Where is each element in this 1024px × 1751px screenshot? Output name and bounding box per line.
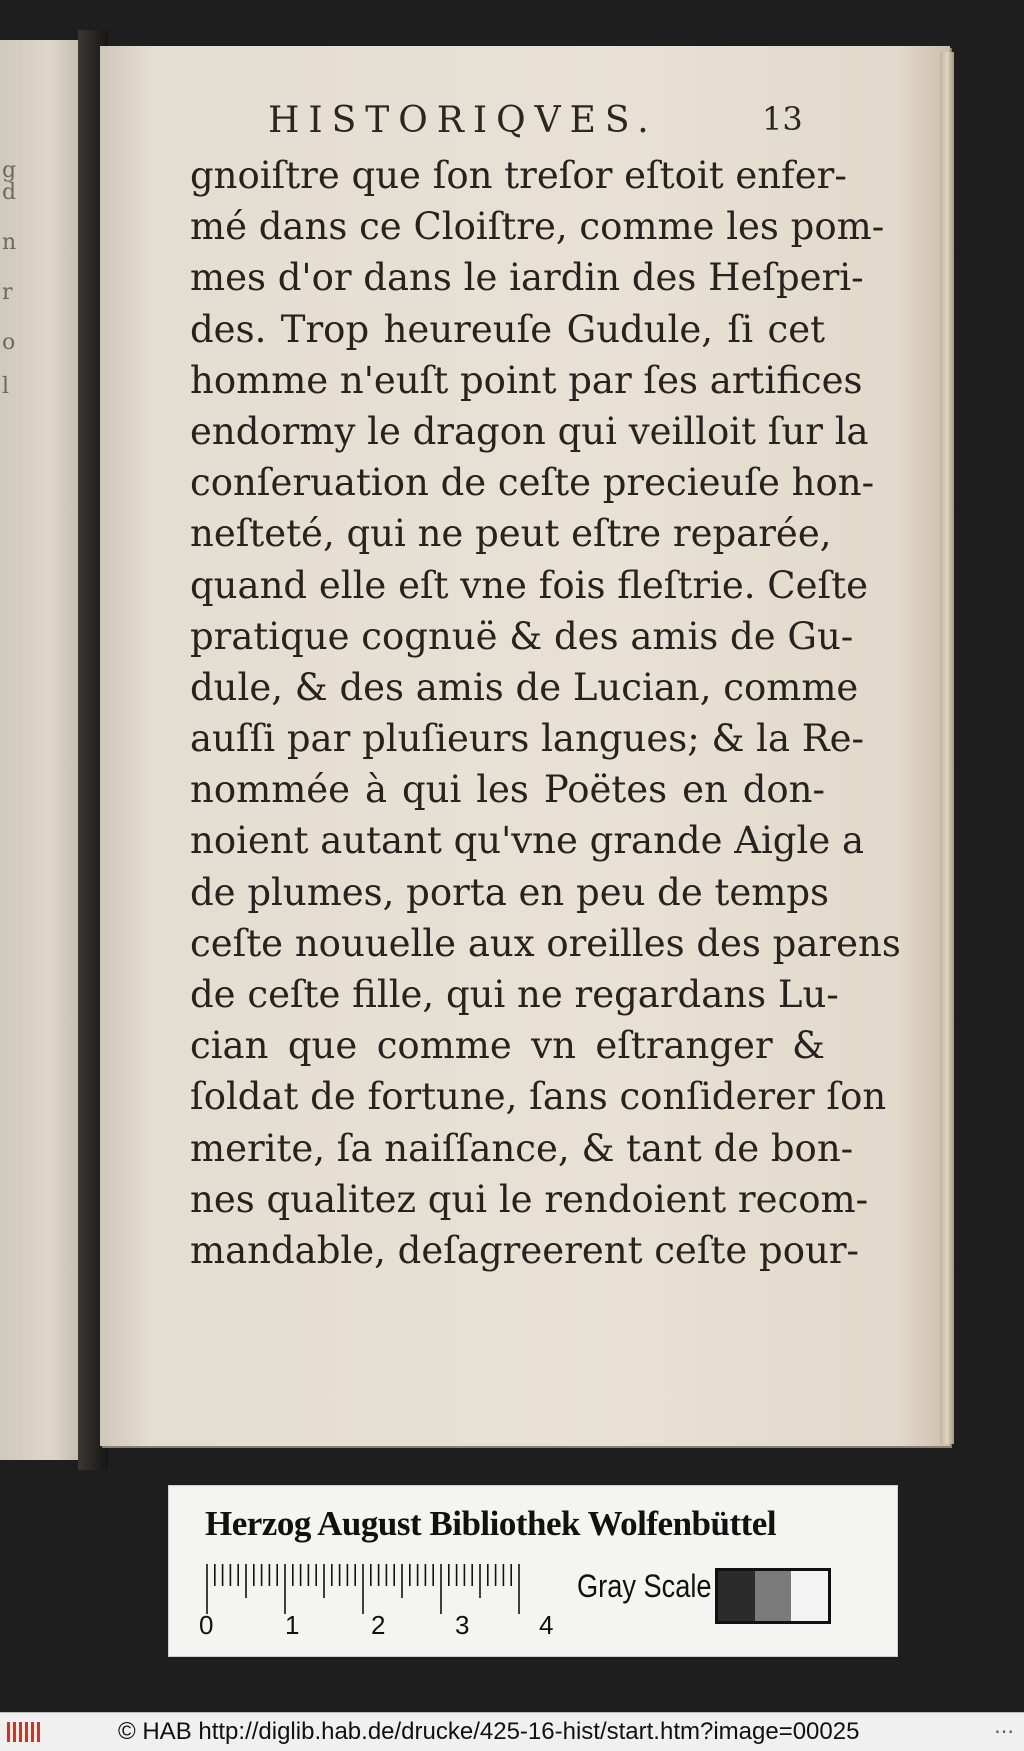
- page-number: 13: [762, 100, 803, 138]
- text-line: mandable, deſagreerent ceſte pour-: [190, 1228, 860, 1272]
- page-edge: [940, 52, 954, 1444]
- text-line: mé dans ce Cloiſtre, comme les pom-: [190, 205, 885, 249]
- left-page-fragment: r: [2, 280, 13, 305]
- text-line: gnoiſtre que ſon treſor eſtoit enfer-: [190, 154, 847, 197]
- text-line: de plumes, porta en peu de temps: [190, 870, 830, 914]
- left-page-fragment: l: [2, 374, 10, 399]
- text-line: pratique cognuë & des amis de Gu-: [190, 614, 854, 658]
- ruler-number: 2: [371, 1610, 386, 1640]
- gray-scale-label: Gray Scale: [577, 1568, 712, 1604]
- gray-swatch-light: [791, 1571, 828, 1621]
- text-line: nommée à qui les Poëtes en don-: [190, 768, 825, 812]
- gray-scale-swatches: [715, 1568, 831, 1624]
- library-name: Herzog August Bibliothek Wolfenbüttel: [205, 1504, 777, 1543]
- text-line: dule, & des amis de Lucian, comme: [190, 665, 859, 709]
- running-head: HISTORIQVES.: [268, 100, 658, 141]
- text-line: ſoldat de fortune, ſans conſiderer ſon: [190, 1075, 887, 1119]
- gray-swatch-dark: [718, 1571, 755, 1621]
- text-line: homme n'euſt point par ſes artifices: [190, 358, 863, 402]
- text-line: endormy le dragon qui veilloit ſur la: [190, 409, 869, 453]
- text-line: des. Trop heureuſe Gudule, ſi cet: [190, 307, 825, 351]
- text-line: cian que comme vn eſtranger &: [190, 1024, 825, 1068]
- left-page-fragment: n: [2, 230, 17, 255]
- text-line: merite, ſa naiſſance, & tant de bon-: [190, 1126, 854, 1170]
- page-text: [190, 150, 901, 1276]
- text-line: mes d'or dans le iardin des Heſperi-: [190, 256, 864, 300]
- text-line: ceſte nouuelle aux oreilles des parens: [190, 921, 901, 965]
- scale-ruler: [205, 1564, 525, 1616]
- hab-logo-icon: [6, 1719, 44, 1745]
- ruler-number: 4: [539, 1610, 554, 1640]
- left-page-fragment: g: [2, 158, 17, 183]
- footer-credit[interactable]: © HAB http://diglib.hab.de/drucke/425-16-hist/start.htm?image=00025: [118, 1718, 860, 1745]
- text-line: nes qualitez qui le rendoient recom-: [190, 1177, 869, 1221]
- text-line: conſeruation de ceſte precieuſe hon-: [190, 461, 875, 505]
- text-line: auſſi par pluſieurs langues; & la Re-: [190, 717, 865, 761]
- ruler-number: 1: [285, 1610, 300, 1640]
- left-page-fragment: d: [2, 180, 17, 205]
- left-page-fragment: o: [2, 330, 16, 355]
- text-line: neſteté, qui ne peut eſtre reparée,: [190, 512, 832, 556]
- footer-bar: [0, 1712, 1024, 1751]
- text-line: de ceſte fille, qui ne regardans Lu-: [190, 973, 839, 1016]
- ellipsis-icon[interactable]: ⋯: [994, 1719, 1014, 1743]
- text-line: quand elle eſt vne fois fleſtrie. Ceſte: [190, 563, 868, 607]
- text-line: noient autant qu'vne grande Aigle a: [190, 819, 865, 863]
- ruler-number: 3: [455, 1610, 470, 1640]
- ruler-number: 0: [199, 1610, 214, 1640]
- color-target-card: [168, 1485, 898, 1657]
- gray-swatch-mid: [755, 1571, 792, 1621]
